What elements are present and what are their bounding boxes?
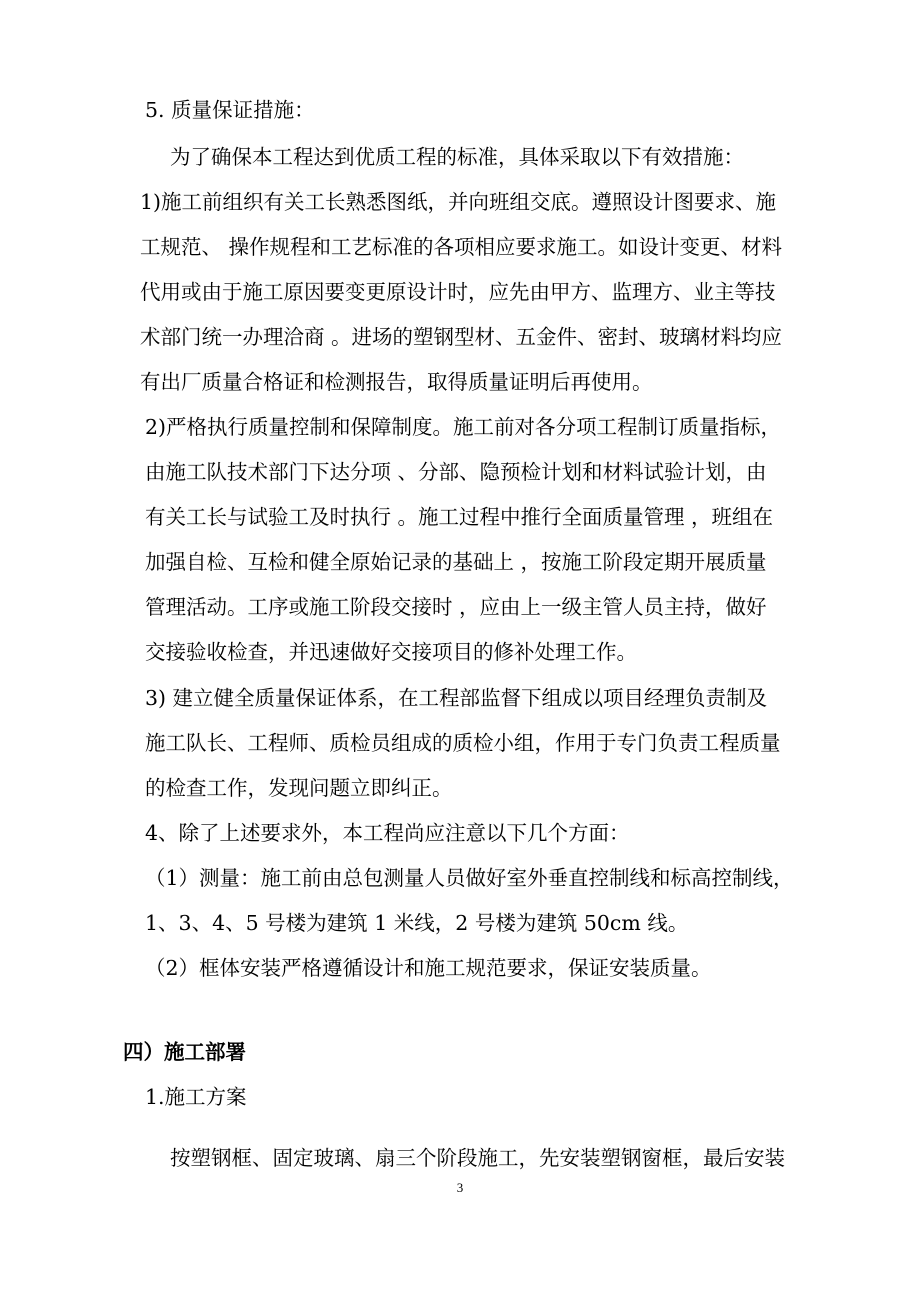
section-heading-deployment: 四）施工部署	[123, 1040, 246, 1064]
paragraph-line: （1）测量：施工前由总包测量人员做好室外垂直控制线和标高控制线，	[145, 866, 794, 890]
paragraph-line: 1)施工前组织有关工长熟悉图纸，并向班组交底。遵照设计图要求、施	[140, 190, 777, 214]
paragraph-line: 工规范、 操作规程和工艺标准的各项相应要求施工。如设计变更、材料	[140, 235, 783, 259]
paragraph-line: 代用或由于施工原因要变更原设计时，应先由甲方、监理方、业主等技	[140, 280, 776, 304]
subsection-heading-plan: 1.施工方案	[145, 1085, 247, 1109]
paragraph-line: 3) 建立健全质量保证体系，在工程部监督下组成以项目经理负责制及	[145, 686, 768, 710]
paragraph-line: 按塑钢框、固定玻璃、扇三个阶段施工，先安装塑钢窗框，最后安装	[170, 1146, 785, 1170]
paragraph-line: 术部门统一办理洽商 。进场的塑钢型材、五金件、密封、玻璃材料均应	[140, 325, 783, 349]
paragraph-line: 加强自检、互检和健全原始记录的基础上 ，按施工阶段定期开展质量	[145, 550, 767, 574]
paragraph-line: 交接验收检查，并迅速做好交接项目的修补处理工作。	[145, 640, 637, 664]
paragraph-line: 有关工长与试验工及时执行 。施工过程中推行全面质量管理 ，班组在	[145, 505, 774, 529]
paragraph-line: 施工队长、工程师、质检员组成的质检小组，作用于专门负责工程质量	[145, 731, 781, 755]
paragraph-line: 2)严格执行质量控制和保障制度。施工前对各分项工程制订质量指标，	[145, 415, 782, 439]
paragraph-line: 管理活动。工序或施工阶段交接时 ，应由上一级主管人员主持，做好	[145, 595, 767, 619]
paragraph-line: 为了确保本工程达到优质工程的标准，具体采取以下有效措施：	[170, 145, 744, 169]
section-heading-quality: 5. 质量保证措施：	[145, 98, 315, 122]
paragraph-line: 由施工队技术部门下达分项 、分部、隐预检计划和材料试验计划，由	[145, 460, 767, 484]
paragraph-line: （2）框体安装严格遵循设计和施工规范要求，保证安装质量。	[145, 956, 712, 980]
page-number: 3	[456, 1180, 464, 1195]
paragraph-line: 4、除了上述要求外，本工程尚应注意以下几个方面：	[145, 821, 630, 845]
paragraph-line: 的检查工作，发现问题立即纠正。	[145, 776, 453, 800]
paragraph-line: 有出厂质量合格证和检测报告，取得质量证明后再使用。	[140, 370, 653, 394]
paragraph-line: 1、3、4、5 号楼为建筑 1 米线，2 号楼为建筑 50cm 线。	[145, 911, 689, 935]
